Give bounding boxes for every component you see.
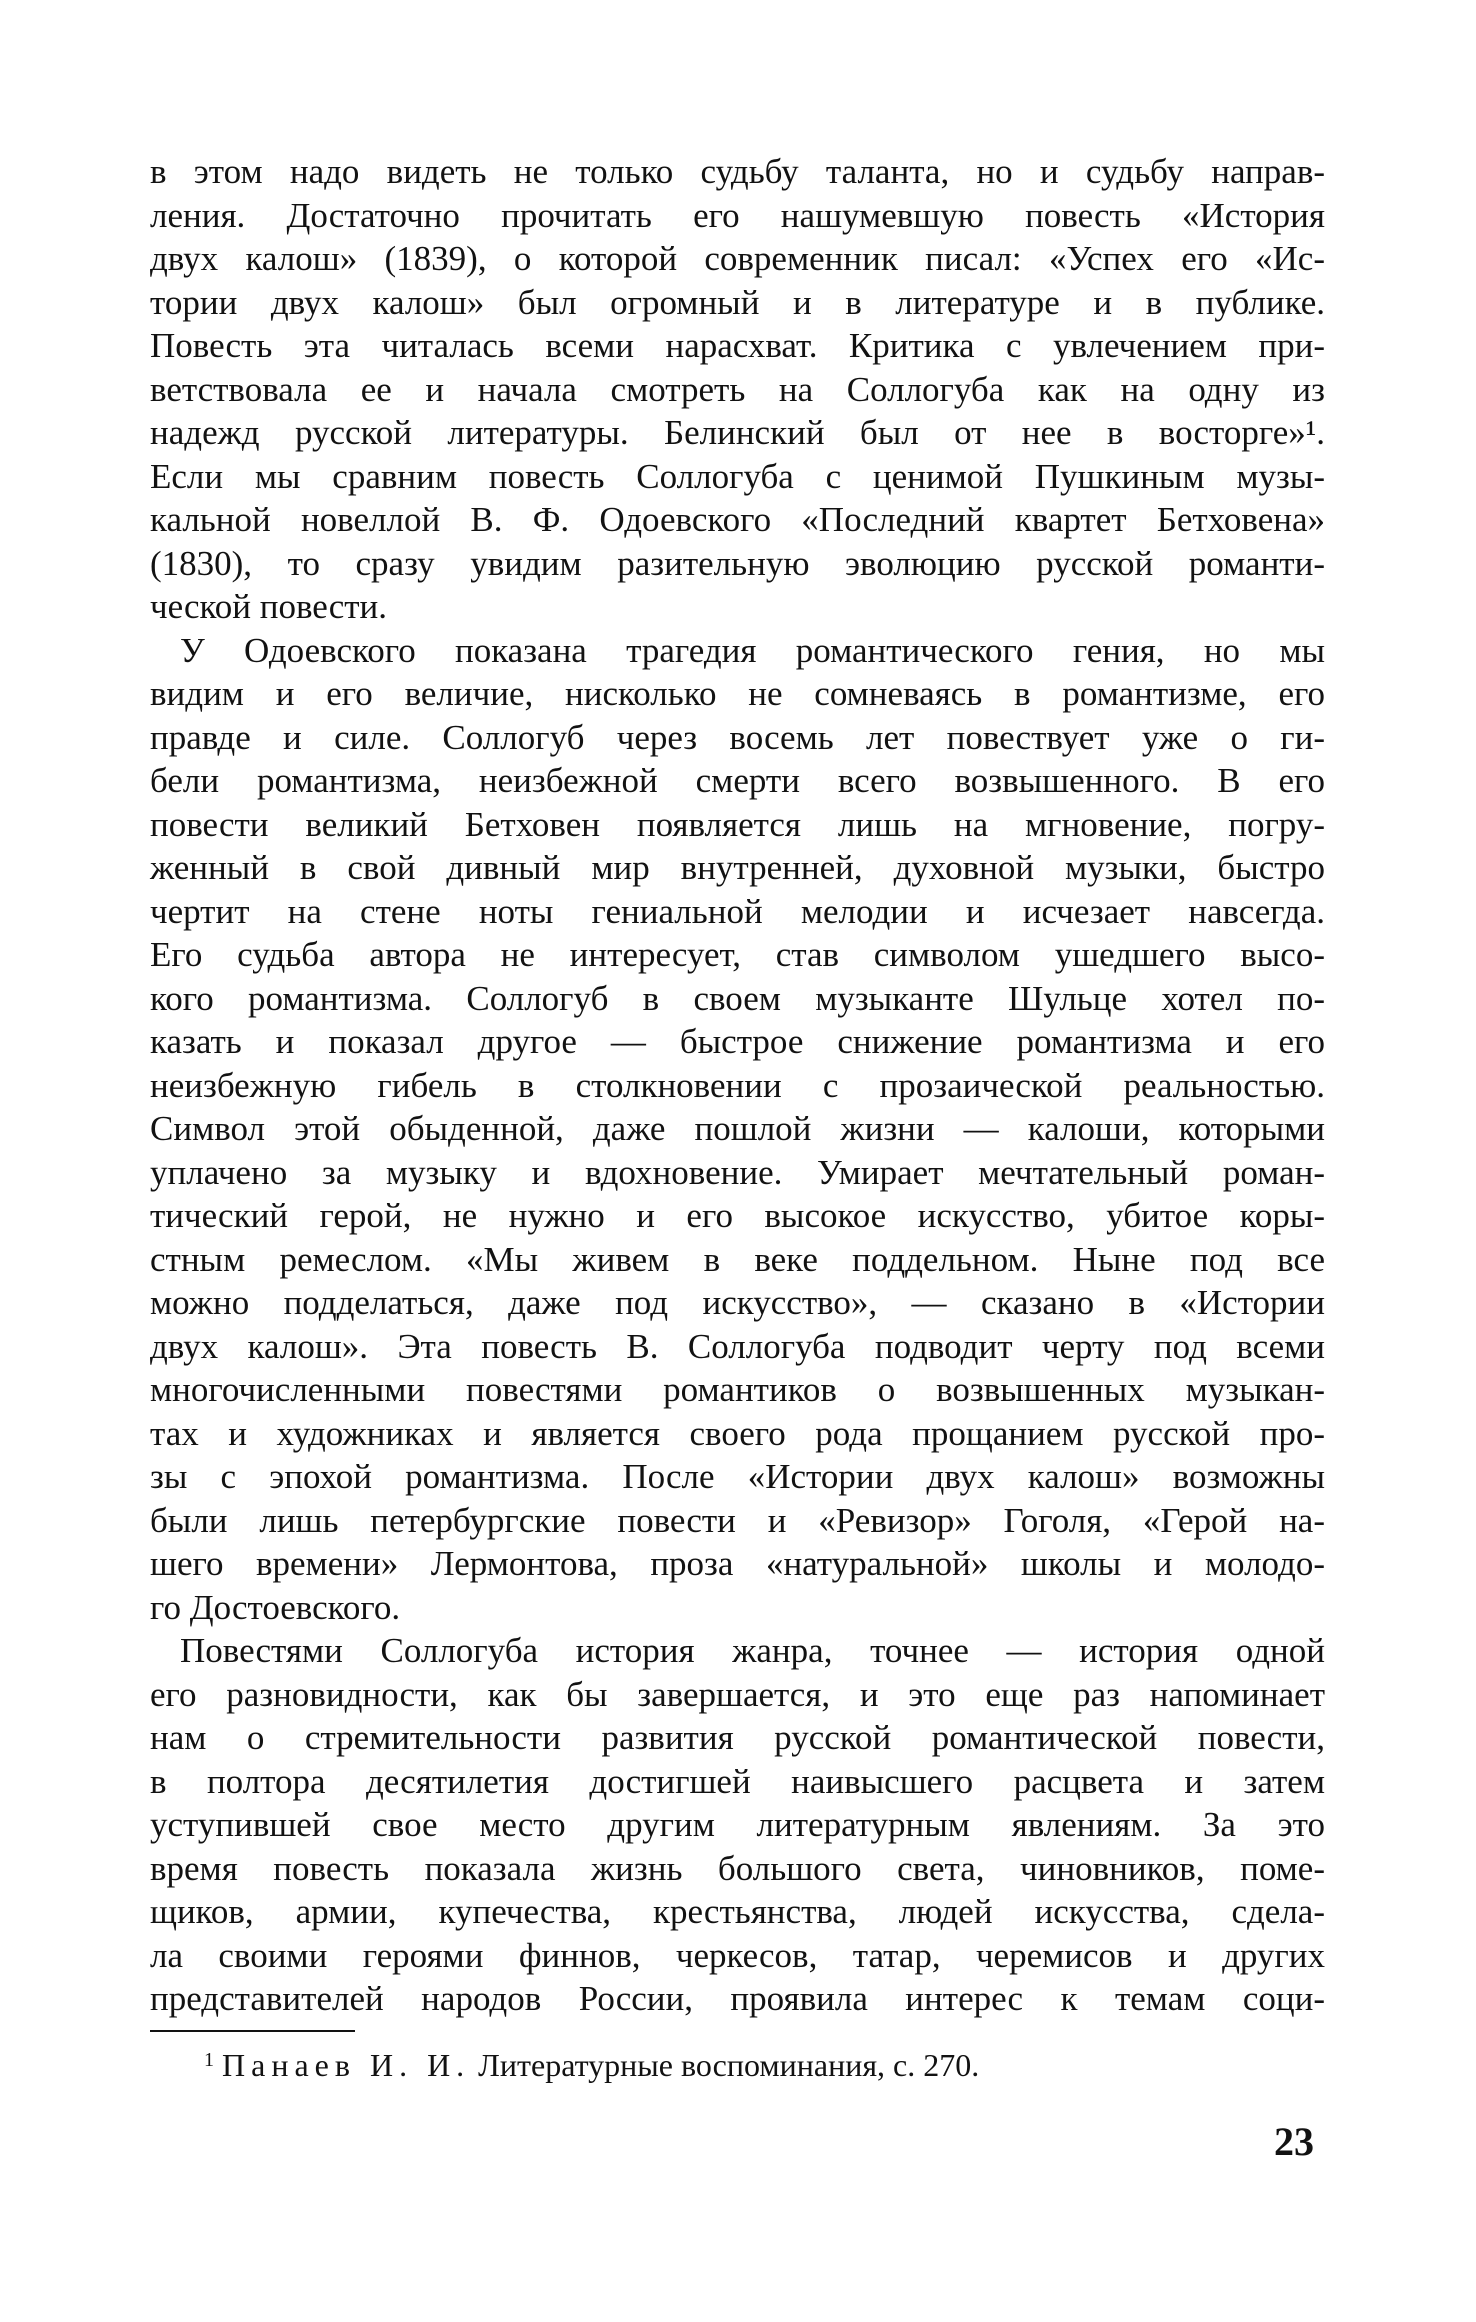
footnote-text: Литературные воспоминания, с. 270. (470, 2047, 980, 2083)
text-line: Если мы сравним повесть Соллогуба с ценимой Пушкиным музы- (150, 456, 1325, 496)
text-line: неизбежную гибель в столкновении с прозаической реальностью. (150, 1065, 1325, 1105)
text-line: тории двух калош» был огромный и в литературе и в публике. (150, 282, 1325, 322)
text-line: У Одоевского показана трагедия романтического гения, но мы (180, 630, 1325, 670)
text-line: ла своими героями финнов, черкесов, татар, черемисов и других (150, 1935, 1325, 1975)
text-line: шего времени» Лермонтова, проза «натуральной» школы и молодо- (150, 1544, 1325, 1583)
footnote-author: Панаев И. И. (222, 2047, 471, 2083)
text-line: в этом надо видеть не только судьбу таланта, но и судьбу направ- (150, 152, 1325, 191)
text-line: кальной новеллой В. Ф. Одоевского «Последний квартет Бетховена» (150, 500, 1325, 539)
text-line: видим и его величие, нисколько не сомневаясь в романтизме, его (150, 674, 1325, 713)
paragraph-3 (150, 1629, 1325, 2021)
text-line: кого романтизма. Соллогуб в своем музыканте Шульце хотел по- (150, 978, 1325, 1018)
text-line: тах и художниках и является своего рода прощанием русской про- (150, 1413, 1325, 1453)
text-line: казать и показал другое — быстрое снижение романтизма и его (150, 1022, 1325, 1061)
text-line: представителей народов России, проявила интерес к темам соци- (150, 1979, 1325, 2018)
text-line: многочисленными повестями романтиков о возвышенных музыкан- (150, 1370, 1325, 1409)
footnote (204, 2040, 1304, 2085)
text-line: можно подделаться, даже под искусство», — сказано в «Истории (150, 1283, 1325, 1322)
paragraph-1 (150, 150, 1325, 629)
page-number: 23 (1274, 2119, 1314, 2164)
text-line: Повестями Соллогуба история жанра, точнее — история одной (180, 1631, 1325, 1670)
text-line: повести великий Бетховен появляется лишь на мгновение, погру- (150, 804, 1325, 844)
text-line: время повесть показала жизнь большого света, чиновников, поме- (150, 1848, 1325, 1888)
text-line: стным ремеслом. «Мы живем в веке поддельном. Ныне под все (150, 1239, 1325, 1279)
text-line: двух калош» (1839), о которой современник писал: «Успех его «Ис- (150, 239, 1325, 278)
text-line: правде и силе. Соллогуб через восемь лет повествует уже о ги- (150, 717, 1325, 757)
text-line: тический герой, не нужно и его высокое искусство, убитое коры- (150, 1196, 1325, 1235)
text-line: ветствовала ее и начала смотреть на Соллогуба как на одну из (150, 369, 1325, 409)
text-line: уступившей свое место другим литературным явлениям. За это (150, 1805, 1325, 1844)
text-line: нам о стремительности развития русской романтической повести, (150, 1718, 1325, 1757)
footnote-divider (150, 2030, 355, 2032)
text-line: Его судьба автора не интересует, став символом ушедшего высо- (150, 935, 1325, 974)
text-line: (1830), то сразу увидим разительную эволюцию русской романти- (150, 543, 1325, 583)
text-line: щиков, армии, купечества, крестьянства, людей искусства, сдела- (150, 1892, 1325, 1931)
text-line: его разновидности, как бы завершается, и это еще раз напоминает (150, 1674, 1325, 1714)
text-line: двух калош». Эта повесть В. Соллогуба подводит черту под всеми (150, 1326, 1325, 1366)
text-line: ления. Достаточно прочитать его нашумевшую повесть «История (150, 195, 1325, 235)
text-line: ческой повести. (150, 587, 388, 626)
text-line: женный в свой дивный мир внутренней, духовной музыки, быстро (150, 848, 1325, 887)
text-line: зы с эпохой романтизма. После «Истории двух калош» возможны (150, 1457, 1325, 1496)
text-line: уплачено за музыку и вдохновение. Умирает мечтательный роман- (150, 1152, 1325, 1192)
text-line: чертит на стене ноты гениальной мелодии и исчезает навсегда. (150, 891, 1325, 931)
text-line: надежд русской литературы. Белинский был от нее в восторге»¹. (150, 413, 1325, 452)
paragraph-2 (150, 629, 1325, 1630)
text-line: Символ этой обыденной, даже пошлой жизни — калоши, которыми (150, 1109, 1325, 1148)
text-line: в полтора десятилетия достигшей наивысшего расцвета и затем (150, 1761, 1325, 1801)
text-line: бели романтизма, неизбежной смерти всего возвышенного. В его (150, 761, 1325, 800)
body-text (150, 150, 1325, 2021)
text-line: Повесть эта читалась всеми нарасхват. Критика с увлечением при- (150, 326, 1325, 365)
footnote-marker: 1 (204, 2049, 214, 2071)
text-line: го Достоевского. (150, 1587, 401, 1627)
text-line: были лишь петербургские повести и «Ревизор» Гоголя, «Герой на- (150, 1500, 1325, 1540)
